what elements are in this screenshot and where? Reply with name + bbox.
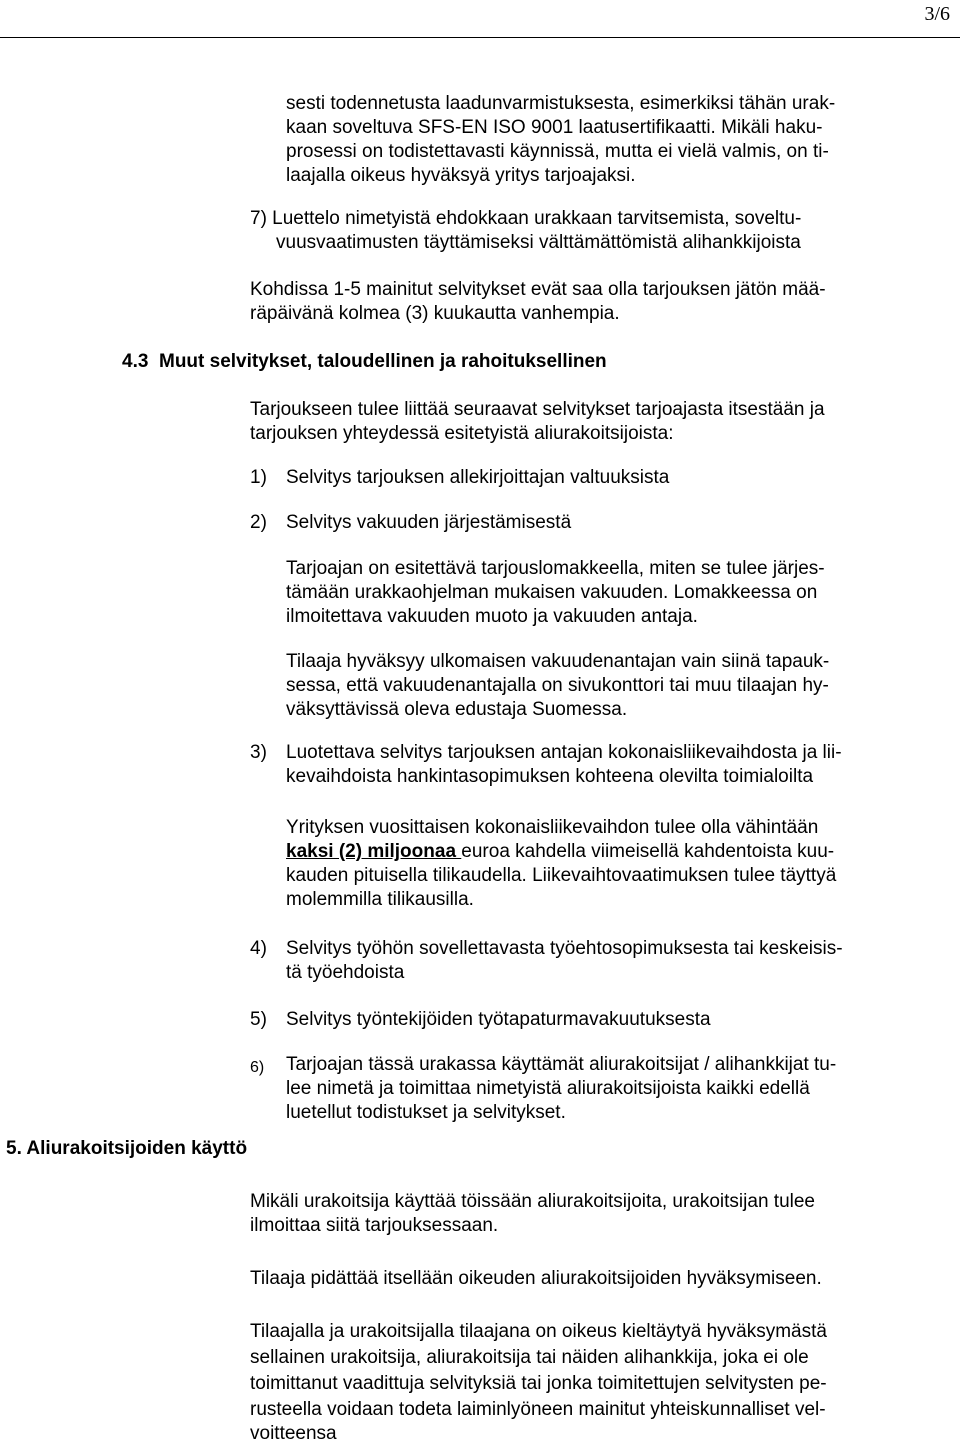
item-line: lee nimetä ja toimittaa nimetyistä aliurakoitsijoista kaikki edellä (286, 1078, 810, 1099)
item2-note-line: ilmoitettava vakuuden muoto ja vakuuden antaja. (286, 606, 698, 627)
page-number: 3/6 (924, 3, 950, 25)
intro-line: prosessi on todistettavasti käynnissä, mutta ei vielä valmis, on ti- (286, 141, 829, 162)
item-line: kevaihdoista hankintasopimuksen kohteena olevilta toimialoilta (286, 766, 814, 787)
header-divider (0, 37, 960, 38)
item3-note-rest: euroa kahdella viimeisellä kahdentoista kuu- (461, 841, 835, 862)
item-number: 4) (250, 938, 267, 959)
intro-line: kaan soveltuva SFS-EN ISO 9001 laatusertifikaatti. Mikäli haku- (286, 117, 823, 138)
item-line: Selvitys vakuuden järjestämisestä (286, 512, 572, 533)
item-line: Selvitys työntekijöiden työtapaturmavakuutuksesta (286, 1009, 711, 1030)
section-5-line: sellainen urakoitsija, aliurakoitsija tai näiden alihankkija, joka ei ole (250, 1347, 809, 1368)
item-number: 5) (250, 1009, 267, 1030)
section-5-line: ilmoittaa siitä tarjouksessaan. (250, 1215, 499, 1236)
item-line: Tarjoajan tässä urakassa käyttämät aliurakoitsijat / alihankkijat tu- (286, 1054, 837, 1075)
item2-note-line: Tarjoajan on esitettävä tarjouslomakkeella, miten se tulee järjes- (286, 558, 825, 579)
item7-line: vuusvaatimusten täyttämiseksi välttämättömistä alihankkijoista (276, 232, 801, 253)
item-line: Selvitys tarjouksen allekirjoittajan valtuuksista (286, 467, 670, 488)
section-5-line: Tilaaja pidättää itsellään oikeuden aliurakoitsijoiden hyväksymiseen. (250, 1268, 822, 1289)
section-5-line: voitteensa (250, 1423, 337, 1444)
section-4-3-intro-line: Tarjoukseen tulee liittää seuraavat selvitykset tarjoajasta itsestään ja (250, 399, 825, 420)
item2-note-line: sessa, että vakuudenantajalla on sivukonttori tai muu tilaajan hy- (286, 675, 829, 696)
section-5-line: rusteella voidaan todeta laiminlyöneen mainitut yhteiskunnalliset vel- (250, 1399, 826, 1420)
item3-note-line: Yrityksen vuosittaisen kokonaisliikevaihdon tulee olla vähintään (286, 817, 819, 838)
item-line: luetellut todistukset ja selvitykset. (286, 1102, 566, 1123)
section-5-line: Mikäli urakoitsija käyttää töissään aliurakoitsijoita, urakoitsijan tulee (250, 1191, 815, 1212)
minimum-turnover-emphasis: kaksi (2) miljoonaa (286, 841, 462, 862)
section-4-3-intro-line: tarjouksen yhteydessä esitetyistä aliurakoitsijoista: (250, 423, 674, 444)
section-5-line: toimittanut vaadittuja selvityksiä tai jonka toimitettujen selvitysten pe- (250, 1373, 827, 1394)
validity-note-line: räpäivänä kolmea (3) kuukautta vanhempia. (250, 303, 620, 324)
item3-note-line: kauden pituisella tilikaudella. Liikevaihtovaatimuksen tulee täyttyä (286, 865, 837, 886)
item3-note-line: molemmilla tilikausilla. (286, 889, 474, 910)
intro-line: laajalla oikeus hyväksyä yritys tarjoajaksi. (286, 165, 636, 186)
section-5-title: 5. Aliurakoitsijoiden käyttö (6, 1138, 248, 1159)
validity-note-line: Kohdissa 1-5 mainitut selvitykset evät saa olla tarjouksen jätön mää- (250, 279, 826, 300)
section-4-3-number: 4.3 (122, 351, 149, 372)
item-line: Selvitys työhön sovellettavasta työehtosopimuksesta tai keskeisis- (286, 938, 843, 959)
item-number: 6) (250, 1059, 265, 1076)
item-line: tä työehdoista (286, 962, 405, 983)
section-4-3-title: Muut selvitykset, taloudellinen ja rahoituksellinen (159, 351, 607, 372)
section-5-line: Tilaajalla ja urakoitsijalla tilaajana on oikeus kieltäytyä hyväksymästä (250, 1321, 827, 1342)
item7-line: 7) Luettelo nimetyistä ehdokkaan urakkaan tarvitsemista, soveltu- (250, 208, 802, 229)
item2-note-line: tämään urakkaohjelman mukaisen vakuuden. Lomakkeessa on (286, 582, 818, 603)
item-number: 3) (250, 742, 267, 763)
item2-note-line: Tilaaja hyväksyy ulkomaisen vakuudenantajan vain siinä tapauk- (286, 651, 830, 672)
item2-note-line: väksyttävissä oleva edustaja Suomessa. (286, 699, 628, 720)
item3-note-line (286, 840, 834, 864)
intro-line: sesti todennetusta laadunvarmistuksesta, esimerkiksi tähän urak- (286, 93, 836, 114)
item-number: 2) (250, 512, 267, 533)
item-line: Luotettava selvitys tarjouksen antajan kokonaisliikevaihdosta ja lii- (286, 742, 842, 763)
item-number: 1) (250, 467, 267, 488)
